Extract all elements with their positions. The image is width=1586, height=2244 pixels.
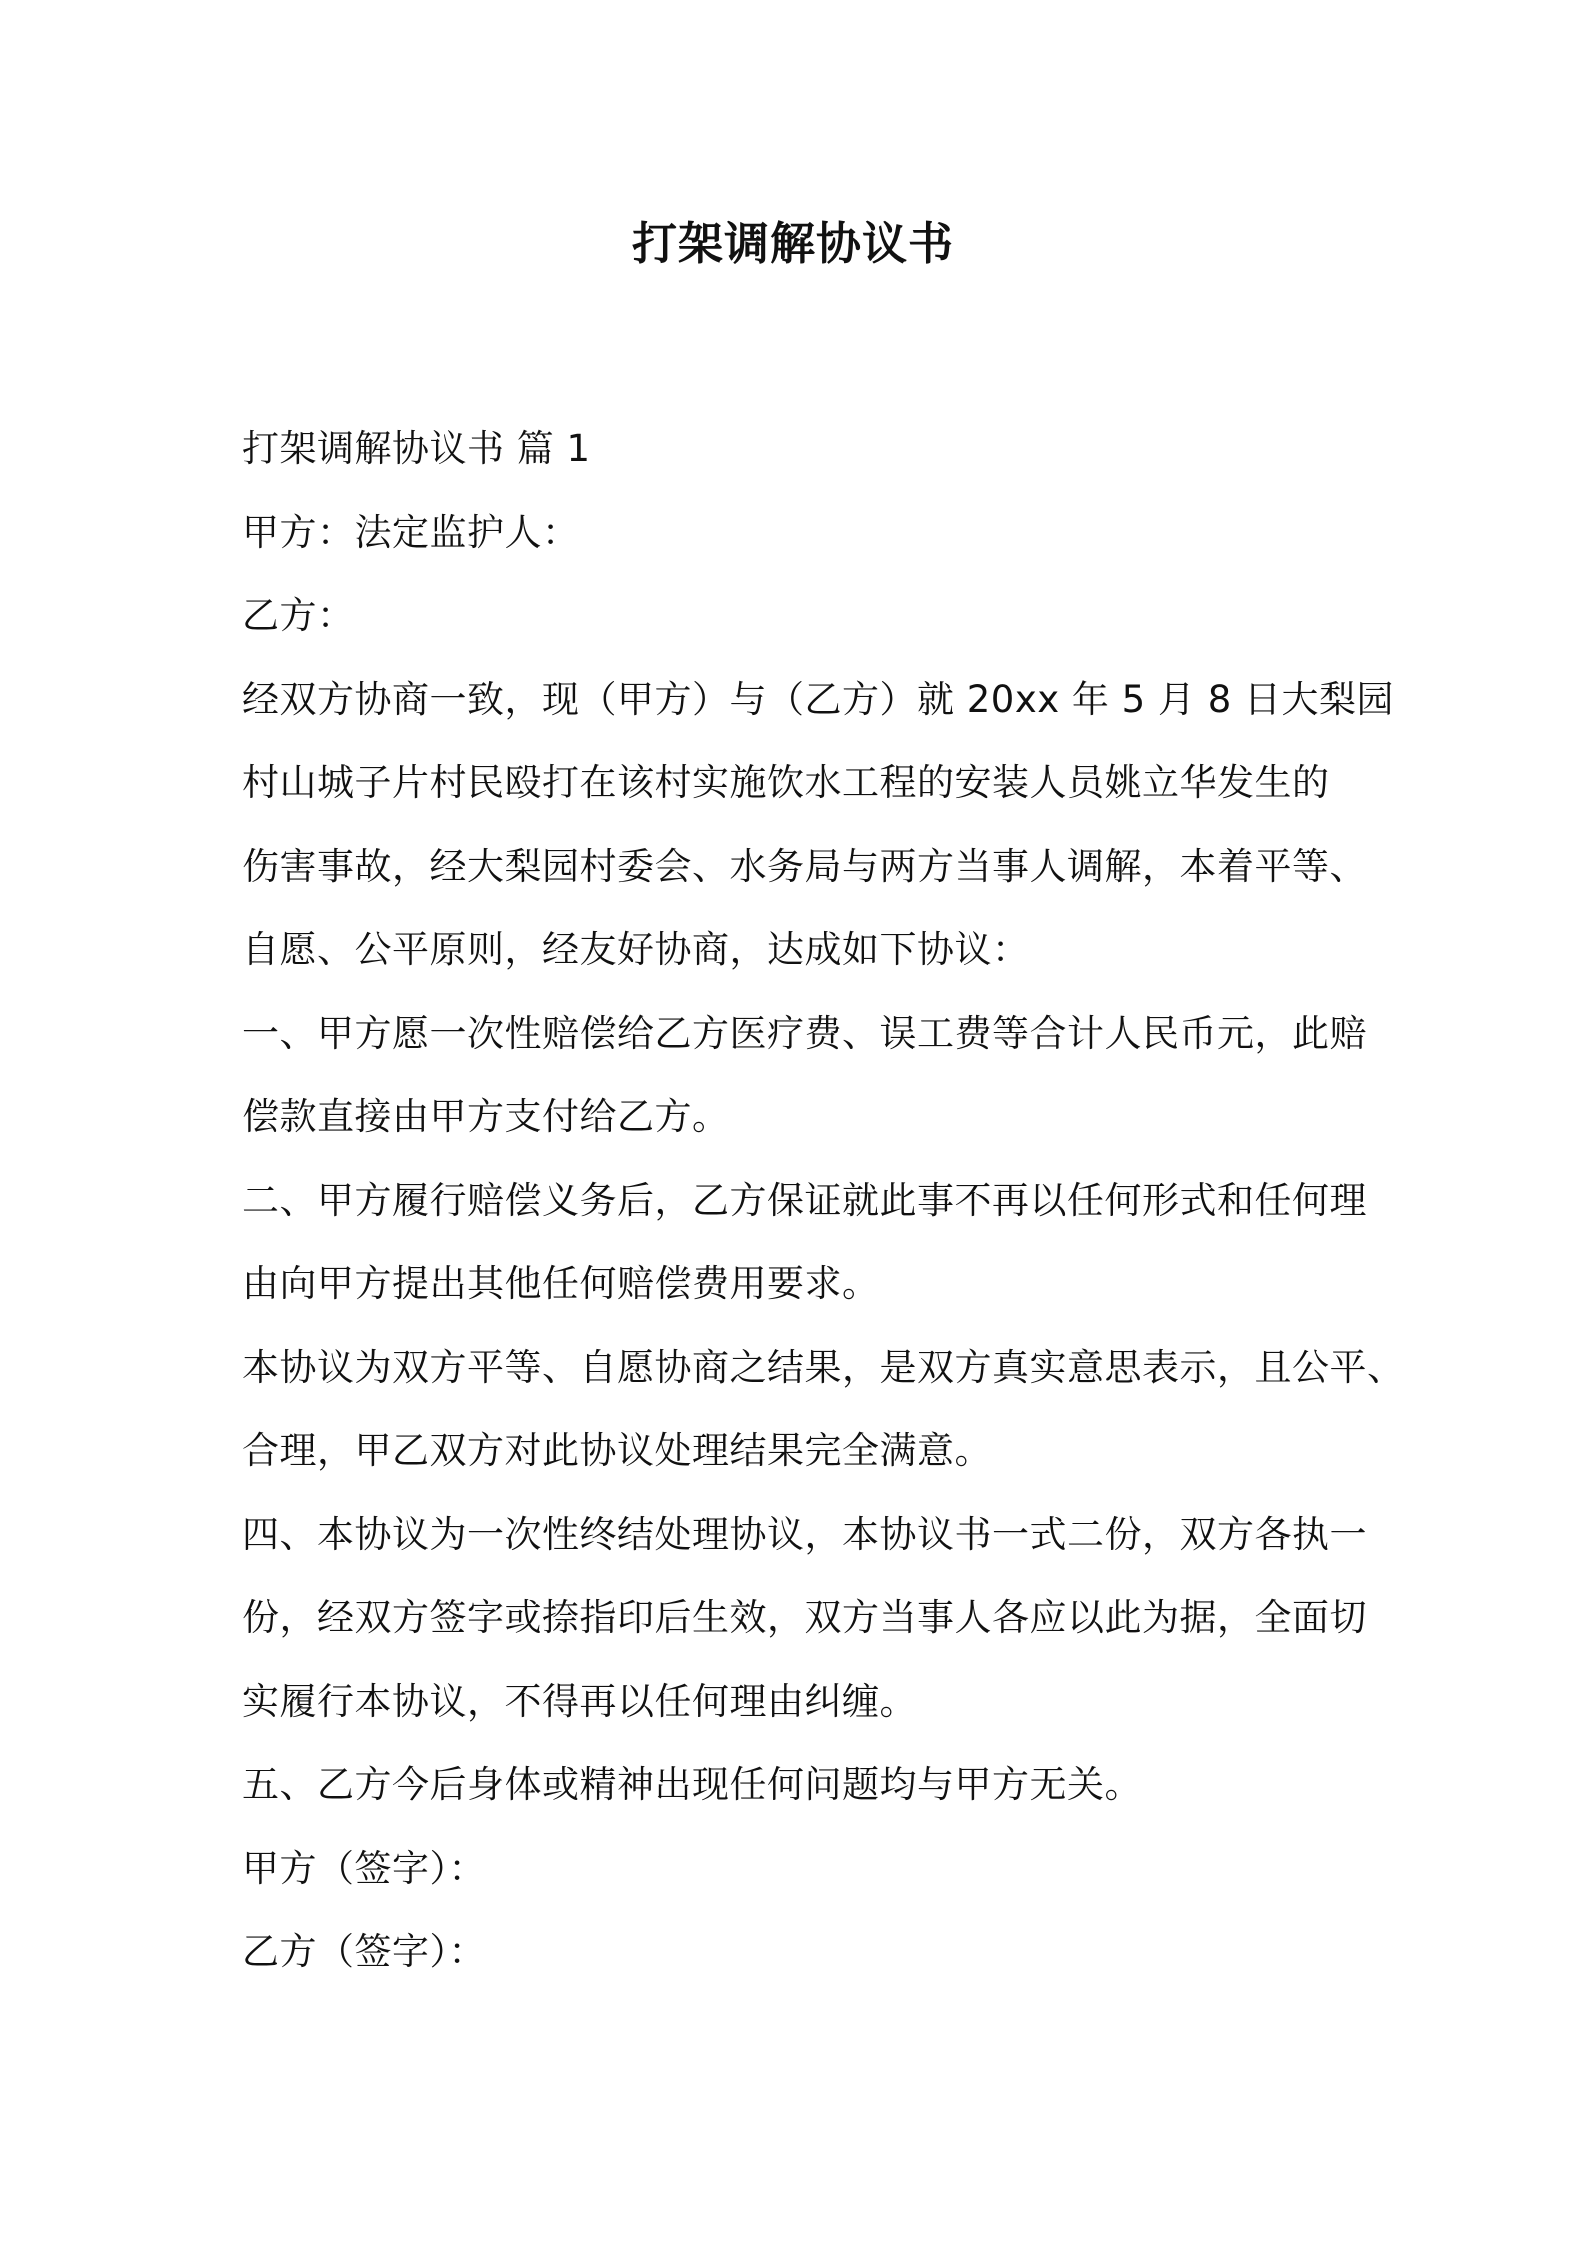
clause-three-line: 本协议为双方平等、自愿协商之结果，是双方真实意思表示，且公平、 xyxy=(242,1345,1405,1389)
clause-one-line: 偿款直接由甲方支付给乙方。 xyxy=(242,1095,730,1138)
section-heading: 打架调解协议书 篇 1 xyxy=(242,427,591,470)
clause-five-line: 五、乙方今后身体或精神出现任何问题均与甲方无关。 xyxy=(242,1763,1142,1806)
document-body xyxy=(242,407,1405,1994)
clause-one-line: 一、甲方愿一次性赔偿给乙方医疗费、误工费等合计人民币元，此赔 xyxy=(242,1011,1367,1055)
body-line: 伤害事故，经大梨园村委会、水务局与两方当事人调解，本着平等、 xyxy=(242,844,1367,888)
clause-four-line: 份，经双方签字或捺指印后生效，双方当事人各应以此为据，全面切 xyxy=(242,1596,1367,1639)
clause-three-line: 合理，甲乙双方对此协议处理结果完全满意。 xyxy=(242,1429,992,1472)
clause-four-line: 实履行本协议，不得再以任何理由纠缠。 xyxy=(242,1679,917,1723)
party-b-line: 乙方： xyxy=(242,594,355,637)
clause-two-line: 二、甲方履行赔偿义务后，乙方保证就此事不再以任何形式和任何理 xyxy=(242,1178,1367,1222)
body-line: 经双方协商一致，现（甲方）与（乙方）就 20xx 年 5 月 8 日大梨园 xyxy=(242,677,1395,721)
body-line: 村山城子片村民殴打在该村实施饮水工程的安装人员姚立华发生的 xyxy=(242,761,1330,804)
party-b-signature: 乙方（签字）： xyxy=(242,1930,486,1973)
clause-four-line: 四、本协议为一次性终结处理协议，本协议书一式二份，双方各执一 xyxy=(242,1512,1367,1556)
body-line: 自愿、公平原则，经友好协商，达成如下协议： xyxy=(242,928,1030,971)
party-a-signature: 甲方（签字）： xyxy=(242,1846,486,1890)
document-title: 打架调解协议书 xyxy=(631,217,954,270)
party-a-line: 甲方：法定监护人： xyxy=(242,510,580,554)
clause-two-line: 由向甲方提出其他任何赔偿费用要求。 xyxy=(242,1262,880,1305)
